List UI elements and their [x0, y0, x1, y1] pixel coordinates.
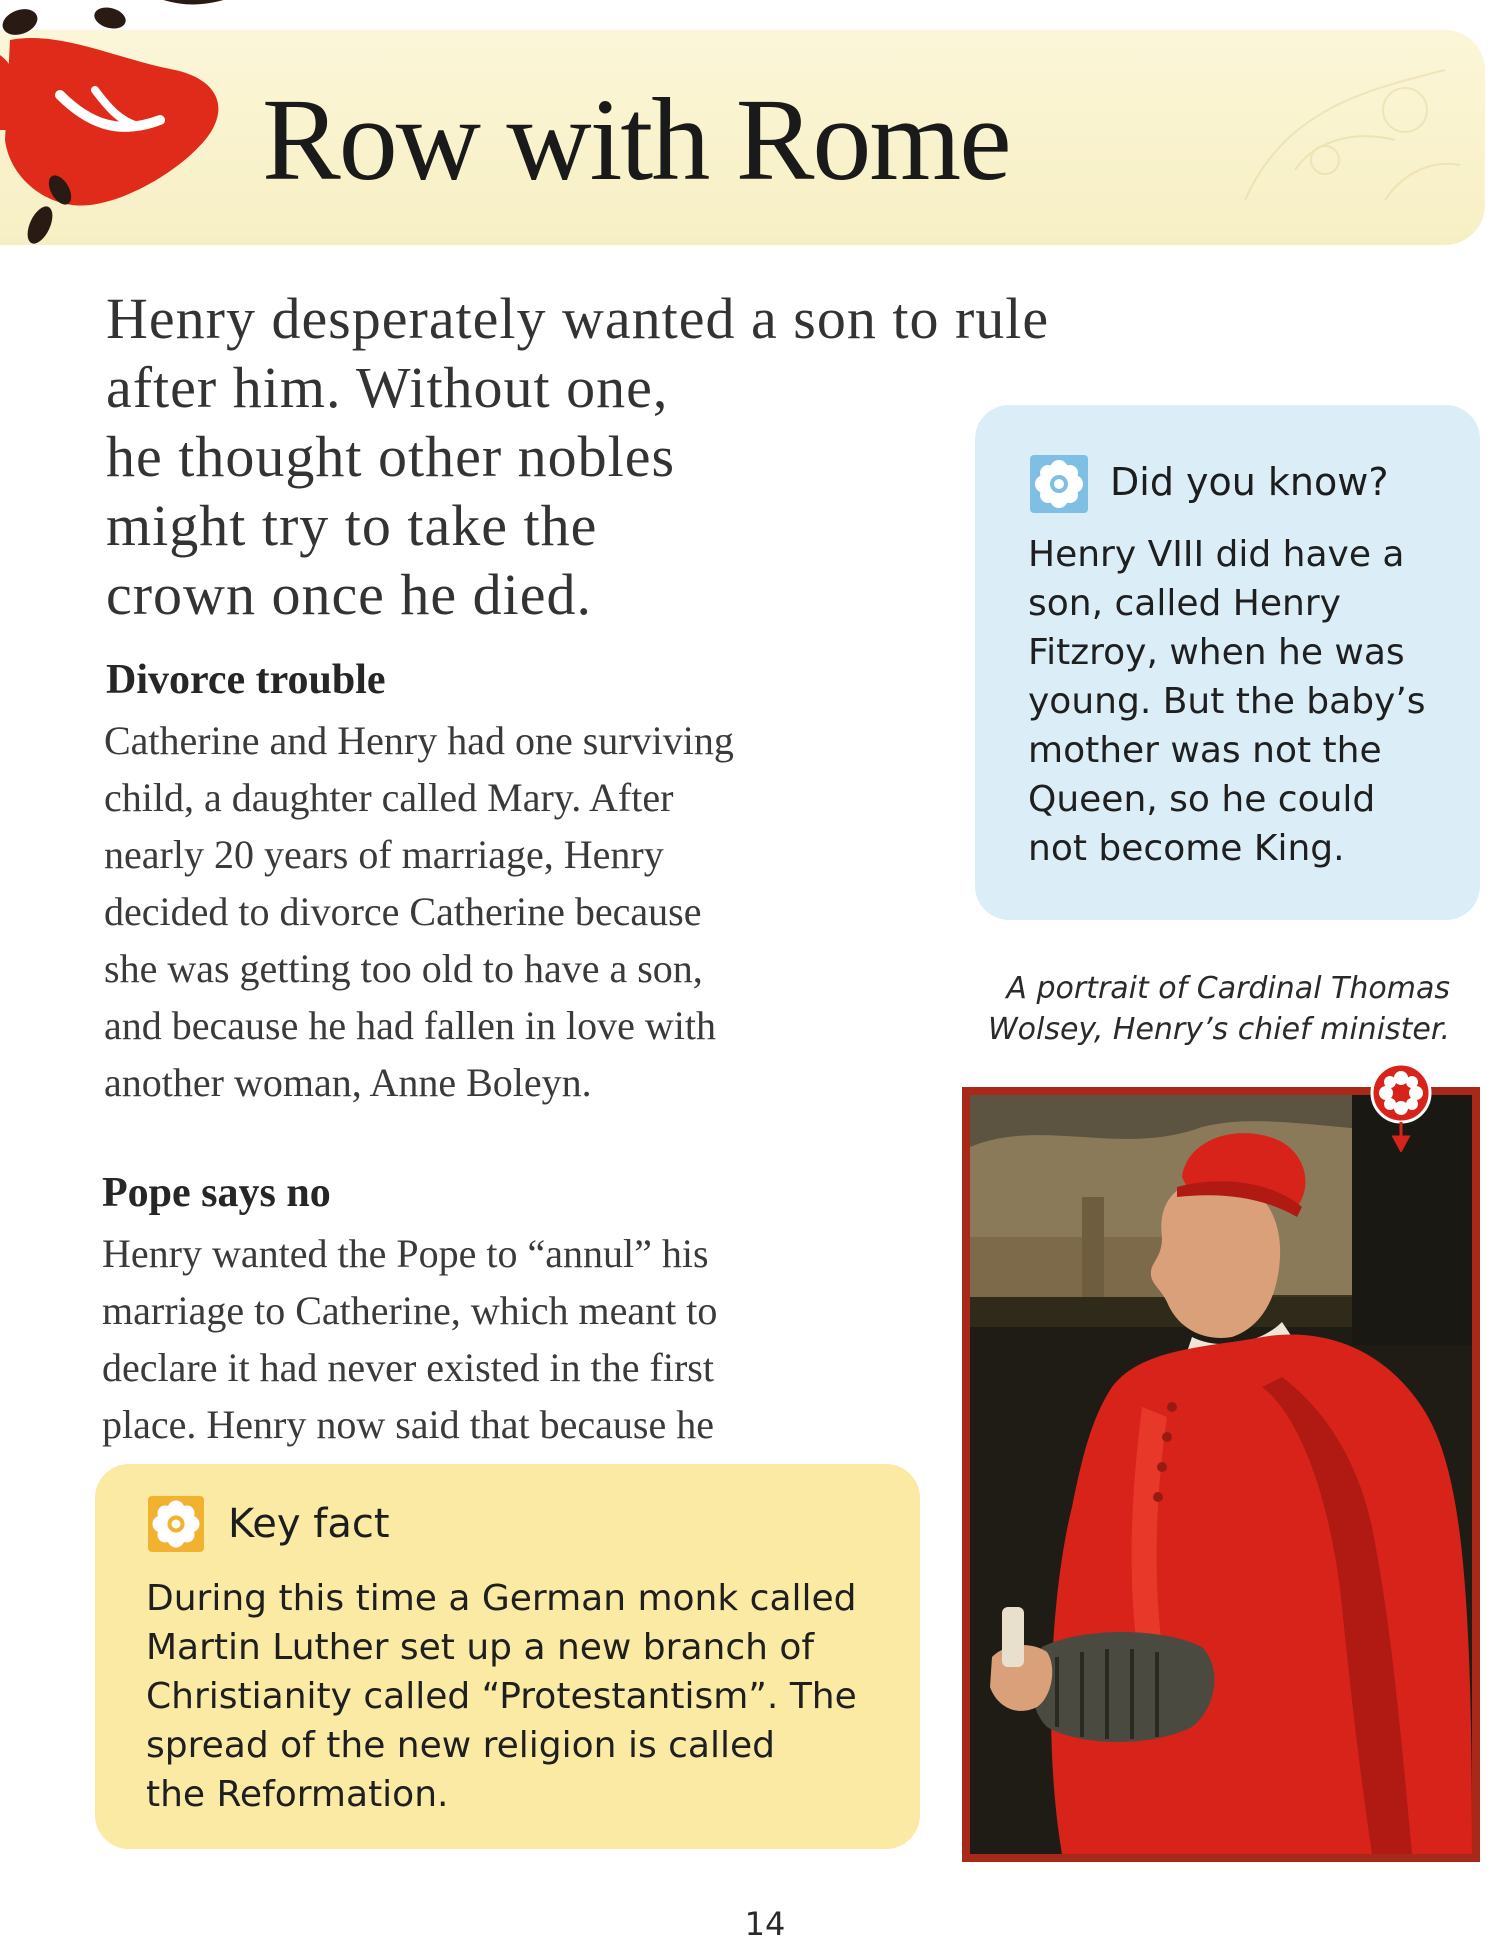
- section-body-pope: [102, 1225, 717, 1453]
- key-fact-title: Key fact: [228, 1501, 390, 1547]
- body-line: marriage to Catherine, which meant to: [102, 1288, 718, 1333]
- tudor-rose-icon: [0, 0, 260, 260]
- caption-line: Wolsey, Henry’s chief minister.: [987, 1012, 1450, 1047]
- dyk-line: son, called Henry: [1028, 583, 1341, 624]
- key-fact-line: Martin Luther set up a new branch of: [146, 1627, 815, 1668]
- body-line: Henry wanted the Pope to “annul” his: [102, 1231, 709, 1276]
- dyk-line: young. But the baby’s: [1028, 681, 1426, 722]
- body-line: nearly 20 years of marriage, Henry: [104, 832, 664, 877]
- cardinal-wolsey-portrait: [962, 1087, 1480, 1862]
- intro-line: crown once he died.: [106, 562, 593, 627]
- intro-line: after him. Without one,: [106, 355, 669, 420]
- dyk-line: Henry VIII did have a: [1028, 534, 1405, 575]
- body-line: decided to divorce Catherine because: [104, 889, 702, 934]
- page-title: Row with Rome: [262, 74, 1010, 205]
- dyk-line: Fitzroy, when he was: [1028, 632, 1405, 673]
- body-line: place. Henry now said that because he: [102, 1402, 714, 1447]
- caption-line: A portrait of Cardinal Thomas: [1006, 971, 1450, 1006]
- key-fact-line: Christianity called “Protestantism”. The: [146, 1676, 857, 1717]
- dyk-line: not become King.: [1028, 828, 1345, 869]
- floral-pattern-icon: [1205, 50, 1465, 230]
- key-fact-line: spread of the new religion is called: [146, 1725, 775, 1766]
- dyk-line: Queen, so he could: [1028, 779, 1376, 820]
- section-body-divorce: [104, 712, 734, 1111]
- key-fact-text: [146, 1574, 916, 1819]
- body-line: and because he had fallen in love with: [104, 1003, 716, 1048]
- page-number: 14: [744, 1905, 786, 1943]
- body-line: declare it had never existed in the first: [102, 1345, 714, 1390]
- body-line: she was getting too old to have a son,: [104, 946, 703, 991]
- intro-line: he thought other nobles: [106, 424, 676, 489]
- tudor-rose-badge-icon: [1370, 1062, 1432, 1152]
- intro-line: might try to take the: [106, 493, 598, 558]
- body-line: another woman, Anne Boleyn.: [104, 1060, 592, 1105]
- dyk-line: mother was not the: [1028, 730, 1382, 771]
- key-fact-line: the Reformation.: [146, 1774, 449, 1815]
- body-line: child, a daughter called Mary. After: [104, 775, 674, 820]
- did-you-know-title: Did you know?: [1110, 460, 1389, 504]
- tudor-rose-icon: [148, 1496, 204, 1552]
- did-you-know-text: [1028, 530, 1468, 873]
- portrait-caption: [935, 968, 1450, 1050]
- section-heading-pope: Pope says no: [102, 1170, 331, 1216]
- body-line: Catherine and Henry had one surviving: [104, 718, 734, 763]
- section-heading-divorce: Divorce trouble: [106, 657, 386, 703]
- tudor-rose-icon: [1030, 455, 1088, 513]
- intro-line: Henry desperately wanted a son to rule: [106, 286, 1050, 351]
- key-fact-line: During this time a German monk called: [146, 1578, 857, 1619]
